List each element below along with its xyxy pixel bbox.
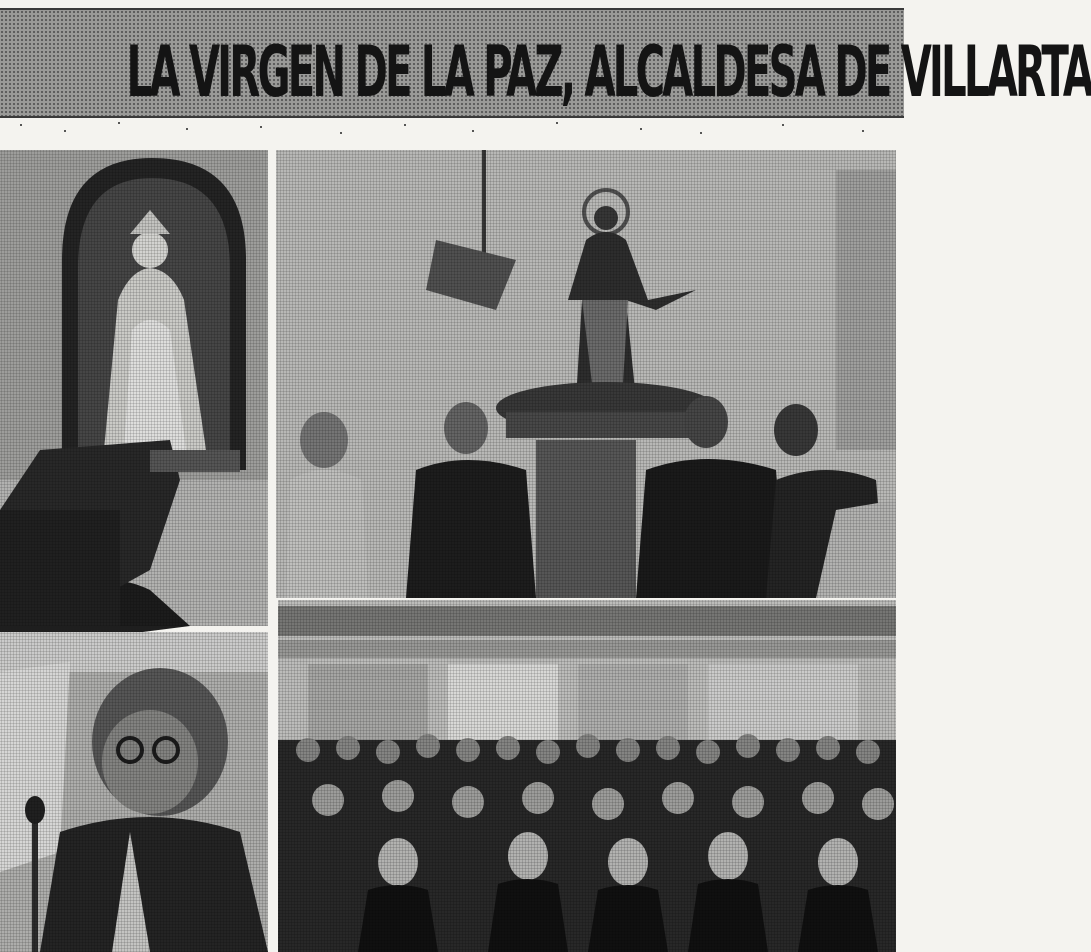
- photo-elder: [0, 632, 268, 952]
- virgin-niche-image: [0, 150, 268, 626]
- headline: LA VIRGEN DE LA PAZ, ALCALDESA DE VILLARTA: [126, 32, 1091, 114]
- procession-image: [276, 150, 896, 598]
- headline-banner: [0, 8, 1091, 118]
- photo-procession: [276, 150, 896, 598]
- photo-crowd: [278, 600, 896, 952]
- elder-image: [0, 632, 268, 952]
- photo-virgin-niche: [0, 150, 268, 626]
- crowd-image: [278, 600, 896, 952]
- print-speckles: [0, 118, 904, 142]
